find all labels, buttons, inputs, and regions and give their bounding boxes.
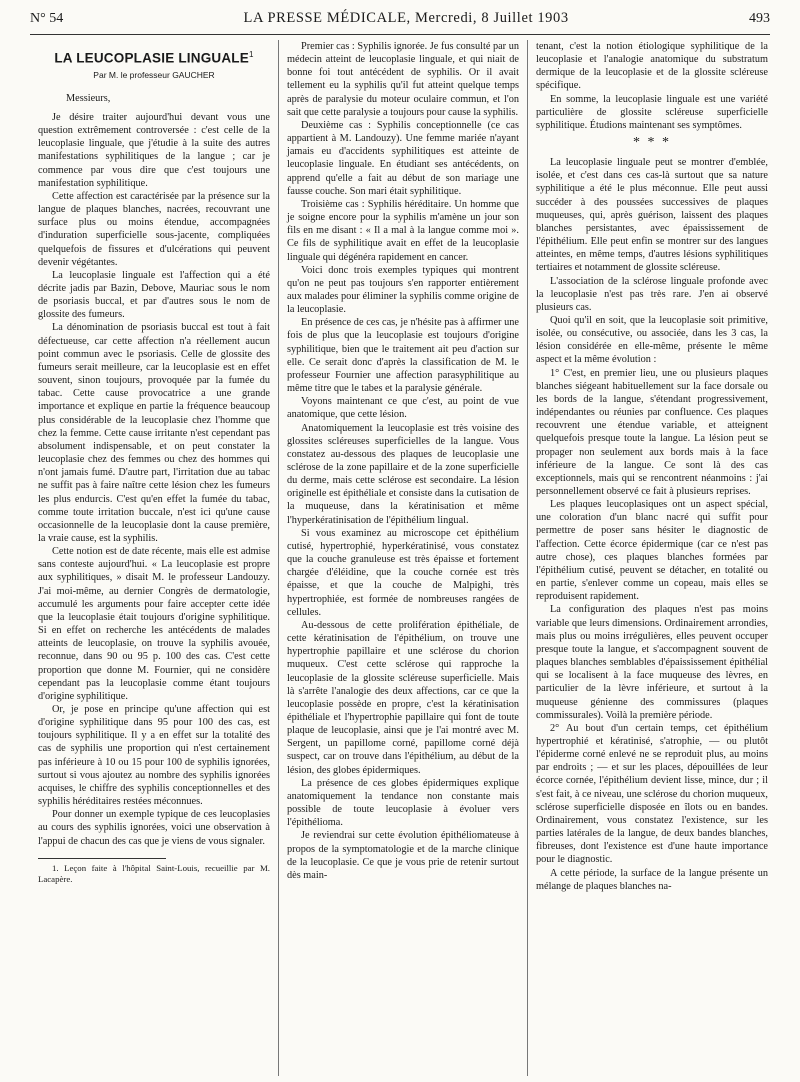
paragraph: L'association de la sclérose linguale profonde avec la leucoplasie n'est pas très rare. J'en ai observé plusieurs cas. [536, 275, 768, 313]
paragraph: Troisième cas : Syphilis héréditaire. Un homme que je soigne encore pour la syphilis m'amène un jour son fils en me disant : « Il a mal à la langue comme moi ». Ce fils de syphilitique avait en effet de la leucoplasie linguale qui dégénéra rapidement en cancer. [287, 198, 519, 263]
title-footnote-mark: 1 [248, 50, 254, 59]
paragraph: A cette période, la surface de la langue présente un mélange de plaques blanches na- [536, 867, 768, 892]
page-number: 493 [749, 11, 770, 26]
paragraph: 1° C'est, en premier lieu, une ou plusieurs plaques blanches siégeant habituellement sur la face dorsale ou les bords de la langue, s'étendant progressivement, indépendantes ou réunies par confluence. Ces plaques recouvrent une étendue variable, et atteignent quelquefois presque toute la langue. La lésion peut se propager non seulement aux bords mais à la face inférieure de la langue. Ce sont là des cas exceptionnels, mais qui se rencontrent néanmoins : j'ai personnellement observé ce fait à plusieurs reprises. [536, 367, 768, 497]
article-author: Par M. le professeur GAUCHER [93, 69, 215, 80]
paragraph: Cette affection est caractérisée par la présence sur la langue de plaques blanches, nacrées, recouvrant une surface plus ou moins étendue, accompagnées d'induration superficielle sous-jacente, compliquées quelquefois de fissures et d'ulcérations qui peuvent devenir végétantes. [38, 190, 270, 268]
column-2 [278, 40, 527, 1076]
paragraph: La présence de ces globes épidermiques explique anatomiquement la tendance non constante mais possible de toute leucoplasie à évoluer vers l'épithélioma. [287, 777, 519, 829]
journal-title: LA PRESSE MÉDICALE, Mercredi, 8 Juillet 1903 [243, 10, 569, 26]
page-header [30, 10, 770, 32]
paragraph: La leucoplasie linguale peut se montrer d'emblée, isolée, et c'est dans ces cas-là surtout que sa nature syphilitique a été le plus méconnue. Elle peut aussi succéder à des poussées successives de plaques muqueuses, qui, après guérison, laissent des plaques blanches persistantes, avec épaississement de l'épithélium. Elle peut enfin se montrer sur des langues atteintes, en même temps, d'autres lésions syphilitiques tertiaires et notamment de glossite scléreuse. [536, 157, 768, 274]
paragraph: Les plaques leucoplasiques ont un aspect spécial, une coloration d'un blanc nacré qui suffit pour permettre de poser sans hésiter le diagnostic de l'affection. Cette écorce épidermique (car ce n'est pas autre chose), ces plaques blanches formées par l'épithélium cutisé, peuvent se détacher, en totalité ou en partie, s'enlever comme un copeau, mais elles se reproduisent rapidement. [536, 499, 768, 603]
paragraph: Je reviendrai sur cette évolution épithéliomateuse à propos de la symptomatologie et de la marche clinique de la leucoplasie. Ce que je vous prie de retenir surtout dès main- [287, 830, 519, 881]
paragraph: La dénomination de psoriasis buccal est tout à fait défectueuse, car cette affection n'a réellement aucun point commun avec le psoriasis. Celle de glossite des fumeurs serait meilleure, car la leucoplasie est en effet souvent, sinon toujours, provoquée par la fumée du tabac. Cette cause provocatrice a une grande importance et explique en partie la fréquence beaucoup plus considérable de la leucoplasie chez l'homme que chez la femme. Cette cause irritante n'est cependant pas absolument indispensable, et on peut constater la leucoplasie chez des femmes ou chez des hommes qui n'ont jamais fumé. D'autre part, l'irritation due au tabac ne suffit pas à faire naître cette lésion chez les fumeurs les plus endurcis. C'est qu'en effet la fumée du tabac, comme toute irritation buccale, n'est ici qu'une cause occasionnelle de la leucoplasie dont la cause première, la vraie cause, est la syphilis. [38, 322, 270, 544]
paragraph: La leucoplasie linguale est l'affection qui a été décrite jadis par Bazin, Debove, Mauriac sous le nom de psoriasis buccal, et par d'autres sous le nom de glossite des fumeurs. [38, 269, 270, 321]
paragraph: Anatomiquement la leucoplasie est très voisine des glossites scléreuses superficielles de la langue. Vous constatez au-dessous des plaques de leucoplasie une sclérose de la zone papillaire et de la zone superficielle du derme, mais cette sclérose est secondaire. La lésion originelle est épithéliale et consiste dans la cutisation de la muqueuse, dans la kératinisation et même l'hyperkératinisation de l'épithélium lingual. [287, 422, 519, 526]
paragraph: Quoi qu'il en soit, que la leucoplasie soit primitive, isolée, ou consécutive, ou associée, dans les 3 cas, la lésion considérée en elle-même, présente le même aspect et la même évolution : [536, 314, 768, 366]
paragraph: En somme, la leucoplasie linguale est une variété particulière de glossite scléreuse superficielle syphilitique. Étudions maintenant ses symptômes. [536, 93, 768, 131]
paragraph: Je désire traiter aujourd'hui devant vous une question extrêmement controversée : c'est celle de la leucoplasie linguale, que j'étudie à la suite des autres manifestations syphilitiques de la langue ; car je commence par vous dire que c'est toujours une manifestation syphilitique. [38, 111, 270, 189]
article-title [38, 48, 270, 65]
paragraph: Voyons maintenant ce que c'est, au point de vue anatomique, que cette lésion. [287, 396, 519, 421]
footnote: 1. Leçon faite à l'hôpital Saint-Louis, recueillie par M. Lacapère. [38, 862, 270, 885]
paragraph: Au-dessous de cette prolifération épithéliale, de cette kératinisation de l'épithélium, on trouve une hypertrophie papillaire et une sclérose du chorion muqueux. C'est cette sclérose qui rapproche la leucoplasie de la glossite scléreuse superficielle. Mais là s'arrête l'analogie des deux affections, car ce que la leucoplasie possède en propre, c'est la kératinisation épithéliale et l'hypertrophie papillaire qui font de toute plaque de leucoplasie, ainsi que je l'ai montré avec M. Sergent, un papillome corné, papillome corné déjà suspect, car on trouve dans l'épithélium, au début de la lésion, des globes épidermiques. [287, 619, 519, 776]
column-3-top [536, 40, 768, 132]
paragraph: Voici donc trois exemples typiques qui montrent qu'on ne peut pas toujours s'en rapporter entièrement aux malades pour éliminer la syphilis comme origine de la leucoplasie. [287, 264, 519, 316]
article-title-text: LA LEUCOPLASIE LINGUALE [54, 50, 249, 66]
column-3-body [536, 156, 768, 893]
salutation: Messieurs, [66, 92, 111, 104]
paragraph: En présence de ces cas, je n'hésite pas à affirmer une fois de plus que la leucoplasie est toujours d'origine syphilitique, bien que le traitement ait peu d'action sur elle. Ce serait donc d'après la classification de M. le professeur Fournier une affection parasyphilitique au même titre que le tabes et la paralysie générale. [287, 317, 519, 395]
footnote-rule [38, 858, 166, 859]
article-columns [30, 40, 776, 1076]
column-1 [30, 40, 278, 1076]
paragraph: tenant, c'est la notion étiologique syphilitique de la leucoplasie et l'analogie anatomique du substratum dermique de la leucoplasie et de la glossite scléreuse spécifique. [536, 41, 768, 92]
paragraph: Pour donner un exemple typique de ces leucoplasies au cours des syphilis ignorées, voici une observation à l'appui de chacun des cas que je viens de vous signaler. [38, 809, 270, 847]
paragraph: Deuxième cas : Syphilis conceptionnelle (ce cas appartient à M. Landouzy). Une femme mariée n'ayant jamais eu d'accidents syphilitiques est atteinte de leucoplasie linguale. En étudiant ses antécédents, on apprend qu'elle a fait au début de son mariage une fausse couche. Son mari était syphilitique. [287, 119, 519, 197]
paragraph: Or, je pose en principe qu'une affection qui est d'origine syphilitique dans 95 pour 100 des cas, est toujours syphilitique. Il y a en effet sur la totalité des cas de syphilis une proportion qui n'est certainement pas inférieure à 10 ou 15 pour 100 de syphilis ignorées, surtout si vous ajoutez au nombre des syphilis ignorées acquises, le chiffre des syphilis conceptionnelles et des syphilis héréditaires restées méconnues. [38, 704, 270, 808]
paragraph: 2° Au bout d'un certain temps, cet épithélium hypertrophié et kératinisé, s'atrophie, — ou plutôt l'épiderme corné enlevé ne se reproduit plus, au moins par endroits ; — et sur les places, dépouillées de leur écorce cornée, l'épithélium devient lisse, mince, dur ; il s'est fait, à ce niveau, une sclérose du chorion muqueux, sclérose superficielle disposée en îlots ou en bandes. Ordinairement, vous constatez l'existence, sur les parties latérales de la langue, de deux bandes blanches, fibreuses, dont l'existence est d'une haute importance pour le diagnostic. [536, 722, 768, 866]
header-rule [30, 34, 770, 35]
issue-number: N° 54 [30, 11, 64, 26]
paragraph: La configuration des plaques n'est pas moins variable que leurs dimensions. Ordinairement arrondies, mais plus ou moins irrégulières, elles peuvent occuper presque toute la langue, et s'accompagnent souvent de plaques blanches semblables d'épaississement épithélial qui se localisent à la face muqueuse des lèvres, en particulier de la lèvre inférieure, et surtout à la muqueuse génienne des commissures (plaques commissurales). Voilà la première période. [536, 604, 768, 721]
section-separator: * * * [633, 135, 671, 151]
paragraph: Premier cas : Syphilis ignorée. Je fus consulté par un médecin atteint de leucoplasie linguale, et qui niait de bonne foi tout antécédent de syphilis. Or il avait tellement eu la syphilis qu'il fut atteint quelque temps après de paralysie du moteur oculaire commun, et l'on sait que cette paralysie a toujours pour cause la syphilis. [287, 41, 519, 118]
paragraph: Si vous examinez au microscope cet épithélium cutisé, hypertrophié, hyperkératinisé, vous constatez que la couche granuleuse est très épaisse et fortement chargée d'éléidine, que la couche cornée est très épaisse, et que la couche de Malpighi, très hypertrophiée, est formée de nombreuses rangées de cellules. [287, 527, 519, 618]
paragraph: Cette notion est de date récente, mais elle est admise sans conteste aujourd'hui. « La leucoplasie est propre aux syphilitiques, » disait M. le professeur Landouzy. J'ai moi-même, au dernier Congrès de dermatologie, accumulé les arguments pour faire accepter cette idée que la leucoplasie était toujours d'origine syphilitique. Si en effet on recherche les antécédents de malades atteints de leucoplasie, on trouve la syphilis avouée, reconnue, dans 90 ou 95 p. 100 des cas. C'est cette proportion que donne M. Fournier, qui ne considère cependant pas la leucoplasie comme étant toujours d'origine syphilitique. [38, 546, 270, 702]
column-3 [527, 40, 776, 1076]
column-1-body [38, 111, 270, 848]
